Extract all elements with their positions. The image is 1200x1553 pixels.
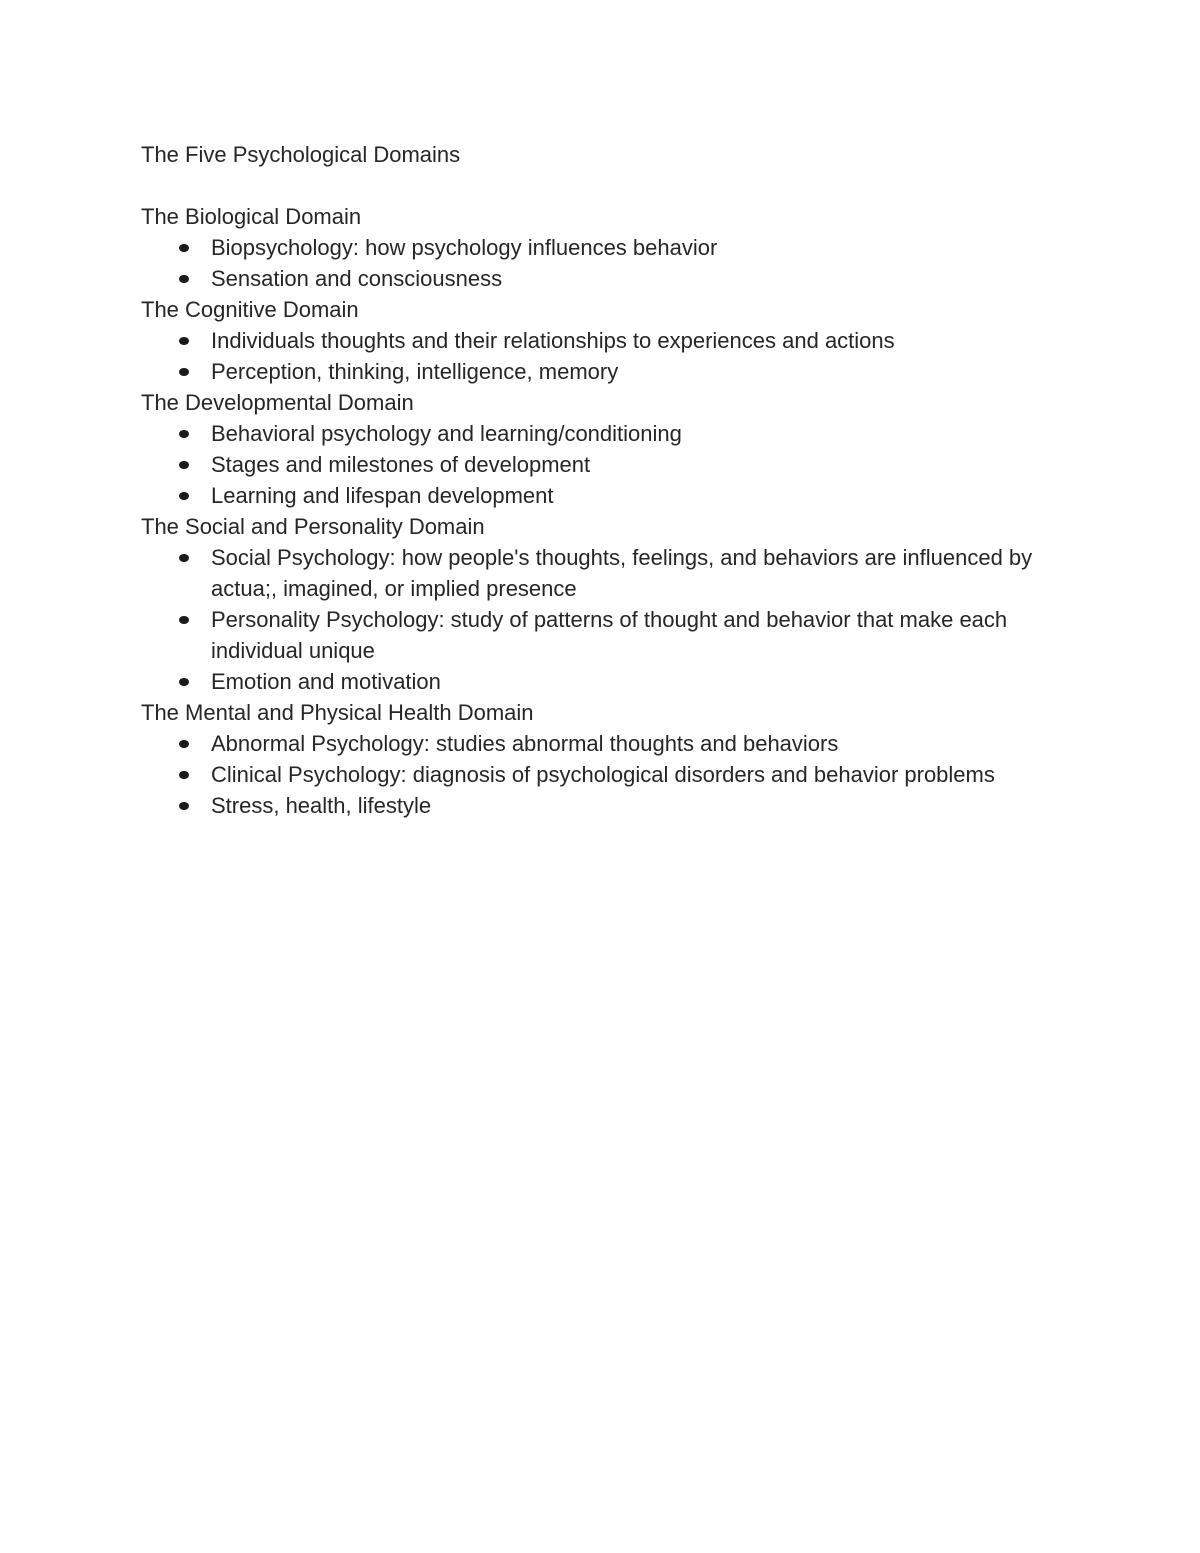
section-cognitive	[141, 294, 1071, 387]
list-item-text: Stress, health, lifestyle	[211, 793, 432, 818]
list-item	[141, 418, 1071, 449]
section-biological	[141, 201, 1071, 294]
section-social-personality	[141, 511, 1071, 697]
list-item-text: Stages and milestones of development	[211, 452, 591, 477]
section-heading: The Mental and Physical Health Domain	[141, 700, 534, 725]
list-item-text: Social Psychology: how people's thoughts, feelings, and behaviors are influenced by actua;, imagined, or implied presence	[211, 545, 1033, 601]
list-item	[141, 449, 1071, 480]
list-item	[141, 356, 1071, 387]
list-item	[141, 542, 1071, 604]
document-title: The Five Psychological Domains	[141, 142, 461, 167]
bullet-list	[141, 542, 1071, 697]
bullet-icon	[179, 275, 189, 283]
document-page	[141, 139, 1071, 821]
bullet-list	[141, 728, 1071, 821]
list-item-text: Learning and lifespan development	[211, 483, 554, 508]
list-item	[141, 325, 1071, 356]
bullet-icon	[179, 740, 189, 748]
section-mental-physical-health	[141, 697, 1071, 821]
list-item	[141, 790, 1071, 821]
list-item-text: Emotion and motivation	[211, 669, 441, 694]
list-item	[141, 480, 1071, 511]
bullet-list	[141, 418, 1071, 511]
list-item	[141, 759, 1071, 790]
bullet-icon	[179, 461, 189, 469]
section-heading: The Cognitive Domain	[141, 297, 359, 322]
list-item	[141, 666, 1071, 697]
list-item-text: Abnormal Psychology: studies abnormal thoughts and behaviors	[211, 731, 839, 756]
bullet-icon	[179, 368, 189, 376]
bullet-icon	[179, 802, 189, 810]
bullet-icon	[179, 678, 189, 686]
bullet-icon	[179, 430, 189, 438]
list-item	[141, 263, 1071, 294]
section-heading: The Social and Personality Domain	[141, 514, 485, 539]
list-item-text: Biopsychology: how psychology influences behavior	[211, 235, 718, 260]
bullet-icon	[179, 337, 189, 345]
blank-line	[141, 170, 1071, 201]
bullet-icon	[179, 554, 189, 562]
bullet-icon	[179, 616, 189, 624]
bullet-icon	[179, 492, 189, 500]
bullet-list	[141, 232, 1071, 294]
bullet-list	[141, 325, 1071, 387]
list-item	[141, 728, 1071, 759]
bullet-icon	[179, 771, 189, 779]
section-heading: The Biological Domain	[141, 204, 362, 229]
section-heading: The Developmental Domain	[141, 390, 414, 415]
list-item-text: Clinical Psychology: diagnosis of psychological disorders and behavior problems	[211, 762, 995, 787]
list-item-text: Individuals thoughts and their relationships to experiences and actions	[211, 328, 895, 353]
list-item	[141, 232, 1071, 263]
list-item-text: Behavioral psychology and learning/conditioning	[211, 421, 682, 446]
list-item-text: Personality Psychology: study of patterns of thought and behavior that make each individual unique	[211, 607, 1008, 663]
list-item	[141, 604, 1071, 666]
section-developmental	[141, 387, 1071, 511]
list-item-text: Sensation and consciousness	[211, 266, 503, 291]
list-item-text: Perception, thinking, intelligence, memory	[211, 359, 619, 384]
bullet-icon	[179, 244, 189, 252]
